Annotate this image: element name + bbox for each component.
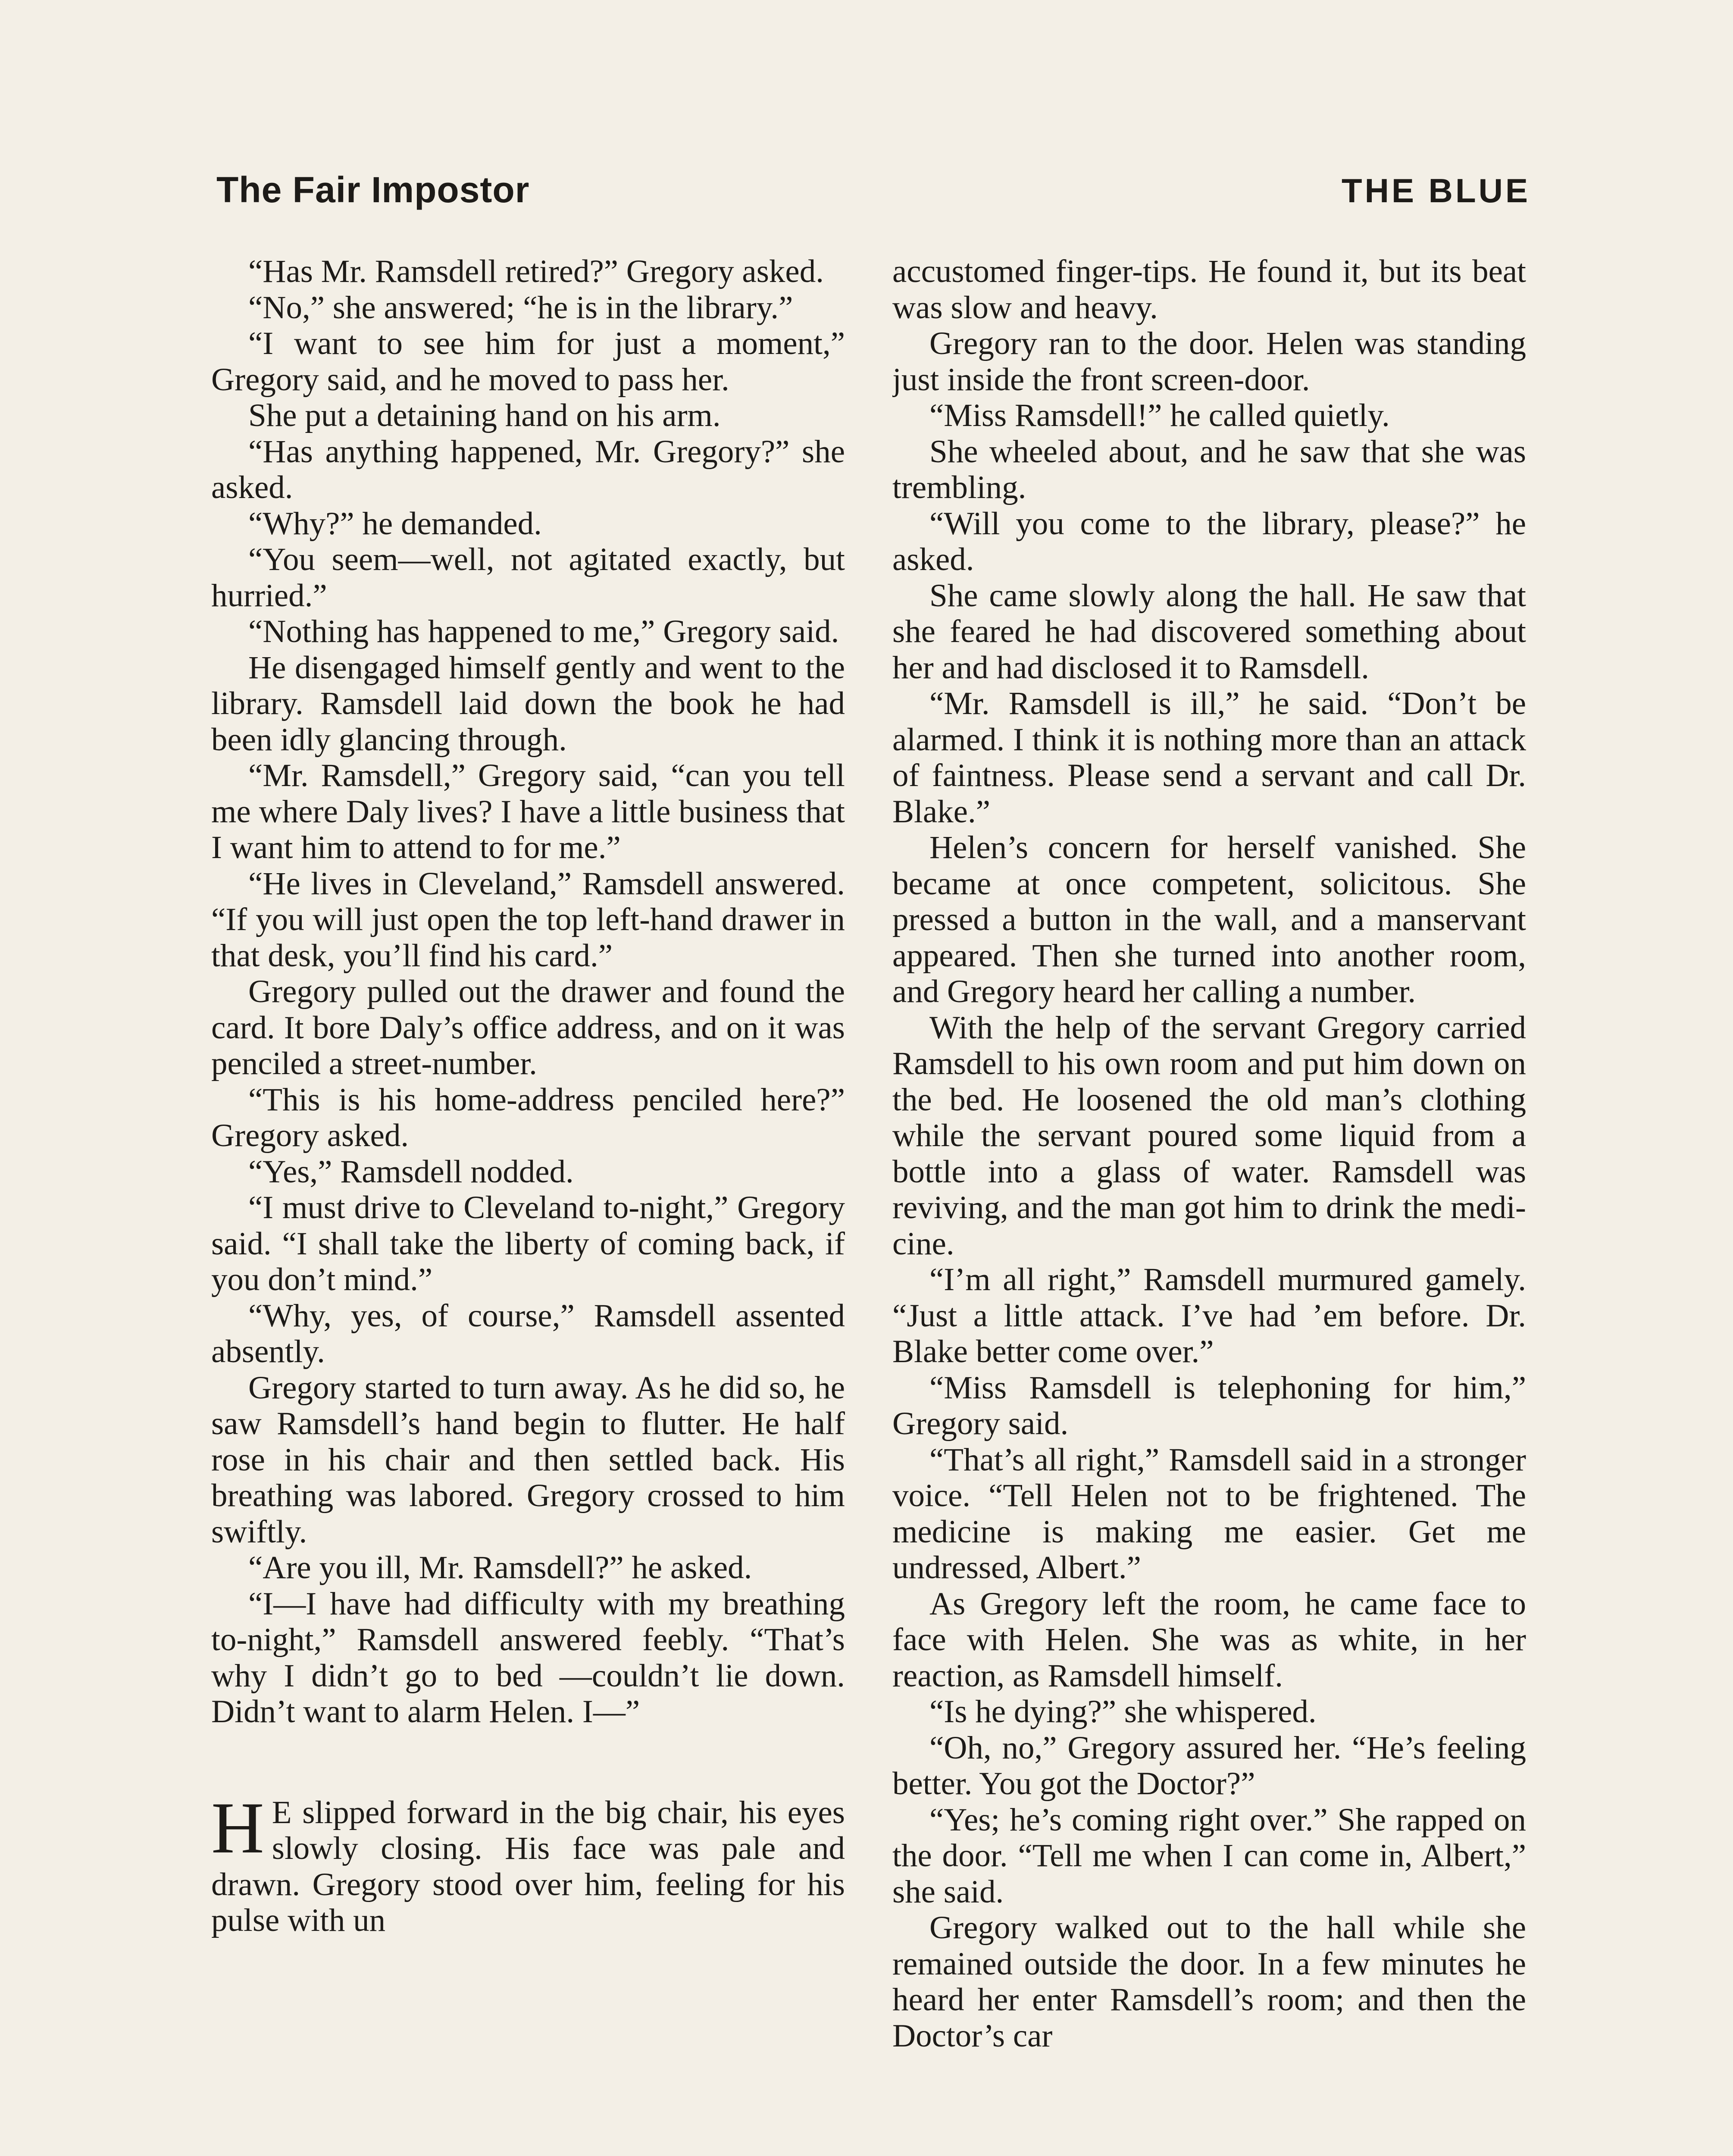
text-columns	[211, 254, 1526, 2156]
paragraph: Gregory started to turn away. As he did so, he saw Ramsdell’s hand begin to flutter. He half rose in his chair and then settled back. His breathing was labored. Gregory crossed to him swiftly.	[211, 1369, 845, 1550]
paragraph: “Mr. Ramsdell,” Gregory said, “can you tell me where Daly lives? I have a little business that I want him to attend to for me.”	[211, 758, 845, 865]
paragraph: “This is his home-address penciled here?” Gregory asked.	[211, 1081, 845, 1153]
paragraph: “Why, yes, of course,” Ramsdell assented absently.	[211, 1297, 845, 1369]
paragraph: “Miss Ramsdell is telephoning for him,” Gregory said.	[892, 1369, 1526, 1442]
running-header	[216, 169, 1530, 216]
paragraph: “I—I have had difficulty with my breathing to-night,” Ramsdell answered feebly. “That’s why I didn’t go to bed —couldn’t lie down. Didn’t want to alarm Helen. I—”	[211, 1586, 845, 1730]
paragraph: “Mr. Ramsdell is ill,” he said. “Don’t be alarmed. I think it is nothing more than an attack of faintness. Please send a servant and call Dr. Blake.”	[892, 686, 1526, 830]
paragraph: “Has Mr. Ramsdell retired?” Gregory asked.	[248, 254, 824, 289]
paragraph: Gregory pulled out the drawer and found the card. It bore Daly’s office address, and on it was penciled a street-number.	[211, 974, 845, 1081]
paragraph: accustomed finger-tips. He found it, but its beat was slow and heavy.	[892, 254, 1526, 326]
paragraph: Helen’s concern for herself vanished. She became at once competent, solicitous. She pressed a button in the wall, and a manservant appeared. Then she turned into another room, and Gregory heard her calling a number.	[892, 830, 1526, 1009]
paragraph: “Yes,” Ramsdell nodded.	[248, 1153, 574, 1190]
paragraph: “Are you ill, Mr. Ramsdell?” he asked.	[248, 1550, 752, 1586]
paragraph: “You seem—well, not agitated exactly, but hurried.”	[211, 542, 845, 614]
column-left	[211, 254, 845, 2156]
paragraph: “Is he dying?” she whispered.	[929, 1694, 1317, 1730]
paragraph: She came slowly along the hall. He saw that she feared he had discovered something about her and had disclosed it to Ramsdell.	[892, 577, 1526, 686]
story-title: The Fair Impostor	[216, 169, 530, 210]
paragraph: “I must drive to Cleveland to-night,” Gregory said. “I shall take the liberty of coming back, if you don’t mind.”	[211, 1190, 845, 1297]
paragraph: “No,” she answered; “he is in the library.”	[248, 289, 793, 326]
paragraph: As Gregory left the room, he came face to face with Helen. She was as white, in her reaction, as Ramsdell himself.	[892, 1586, 1526, 1694]
paragraph: Gregory walked out to the hall while she remained outside the door. In a few minutes he heard her enter Ramsdell’s room; and then the Doctor’s car	[892, 1910, 1526, 2054]
paragraph: “Nothing has happened to me,” Gregory said.	[248, 614, 839, 649]
paragraph: “Yes; he’s coming right over.” She rapped on the door. “Tell me when I can come in, Albert,” she said.	[892, 1802, 1526, 1910]
dropcap-text: E slipped forward in the big chair, his eyes slowly closing. His face was pale and drawn. Gregory stood over him, feeling for his pulse with un	[211, 1794, 845, 1938]
drop-cap-letter: H	[211, 1787, 264, 1868]
paragraph: “Will you come to the library, please?” he asked.	[892, 505, 1526, 577]
paragraph: He disengaged himself gently and went to the library. Ramsdell laid down the book he had been idly glancing through.	[211, 649, 845, 758]
paragraph: “Why?” he demanded.	[248, 505, 542, 542]
paragraph: “I want to see him for just a moment,” Gregory said, and he moved to pass her.	[211, 326, 845, 398]
column-right	[892, 254, 1526, 2156]
paragraph: “I’m all right,” Ramsdell murmured gamely. “Just a little attack. I’ve had ’em before. Dr. Blake better come over.”	[892, 1262, 1526, 1369]
paragraph: Gregory ran to the door. Helen was standing just inside the front screen-door.	[892, 326, 1526, 398]
magazine-name: THE BLUE	[1342, 172, 1530, 210]
paragraph: She put a detaining hand on his arm.	[248, 398, 721, 433]
paragraph: She wheeled about, and he saw that she was trembling.	[892, 433, 1526, 505]
dropcap-paragraph	[211, 1787, 845, 1939]
paragraph: “Miss Ramsdell!” he called quietly.	[929, 398, 1390, 433]
paragraph: “Has anything happened, Mr. Gregory?” she asked.	[211, 433, 845, 505]
paragraph: “Oh, no,” Gregory assured her. “He’s feeling better. You got the Doctor?”	[892, 1730, 1526, 1802]
paragraph: “That’s all right,” Ramsdell said in a stronger voice. “Tell Helen not to be frightened. The medicine is making me easier. Get me undressed, Albert.”	[892, 1442, 1526, 1586]
paragraph: “He lives in Cleveland,” Ramsdell answered. “If you will just open the top left-hand drawer in that desk, you’ll find his card.”	[211, 865, 845, 974]
paragraph: With the help of the servant Gregory carried Ramsdell to his own room and put him down on the bed. He loosened the old man’s clothing while the servant poured some liquid from a bottle into a glass of water. Ramsdell was reviving, and the man got him to drink the medicine.	[892, 1009, 1526, 1262]
